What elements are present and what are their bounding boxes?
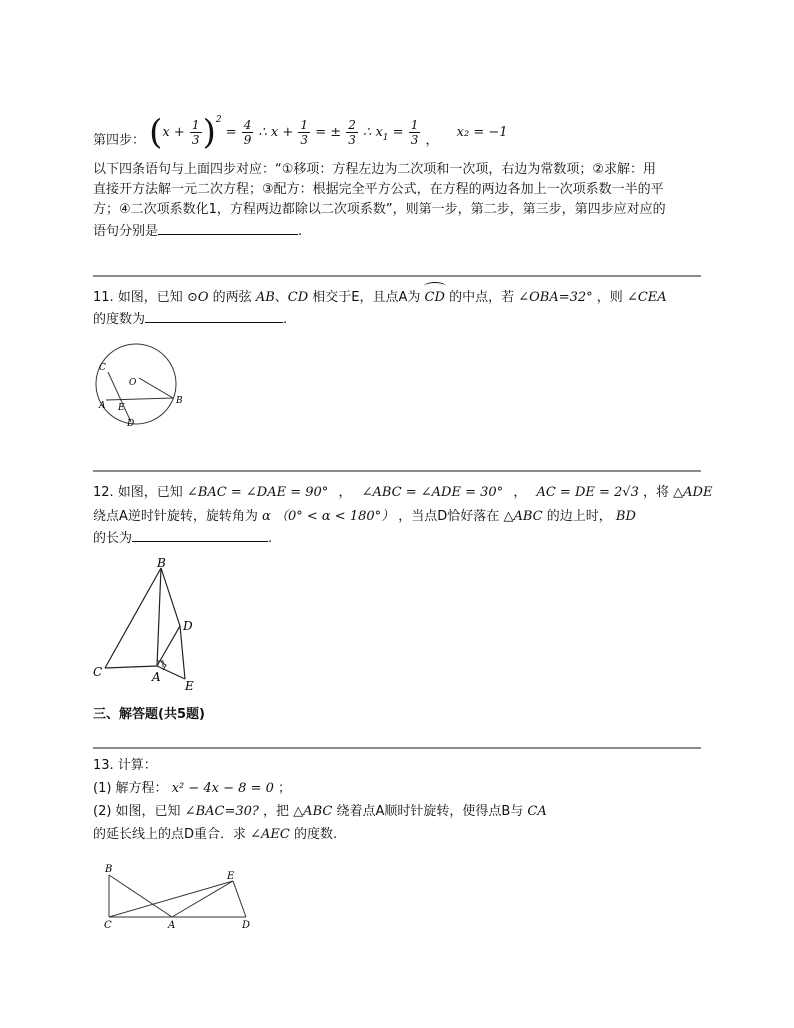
segment-ce <box>109 881 233 917</box>
segment-ba <box>157 568 161 666</box>
label-d: D <box>242 920 251 931</box>
figure-q13-rotation <box>98 860 258 935</box>
figure-q12-triangles <box>88 558 208 693</box>
label-a: A <box>99 401 106 411</box>
chord-ab <box>106 398 173 400</box>
segment-ae <box>157 666 185 679</box>
label-c: C <box>93 665 103 679</box>
segment-ba <box>109 875 172 917</box>
label-b: B <box>157 558 166 570</box>
question-11: 11. 如图，已知 ⊙O 的两弦 AB、CD 相交于E，且点A为 CD 的中点，若 ∠OBA=32° ，则 ∠CEA 的度数为 . <box>93 290 667 327</box>
instruction-paragraph <box>93 160 705 242</box>
label-d: D <box>183 619 193 633</box>
section-3-title: 三、解答题(共5题) <box>93 707 205 722</box>
segment-bc <box>105 568 161 668</box>
question-13: 13. 计算： (1) 解方程： x² − 4x − 8 = 0 ； (2) 如图，已知 ∠BAC=30? ，把 △ABC 绕着点A顺时针旋转，使得点B与 CA 的延长线上的点D重合．求 ∠AEC 的度数. <box>93 758 547 842</box>
label-d: D <box>127 419 135 429</box>
segment-ad <box>157 626 180 666</box>
step4-math: (x + $\frac{1}{3}$ )$^2$ = $\frac{4}{9}$ ∴ x + $\frac{1}{3}$ = ± $\frac{2}{3}$ ∴ $x_1$ = $\frac{1}{3}$ <box>149 112 419 153</box>
paragraph-line-4: 语句分别是 . <box>93 220 705 242</box>
paragraph-line-2: 直接开方法解一元二次方程；③配方：根据完全平方公式，在方程的两边各加上一次项系数一半的平 <box>93 182 664 197</box>
segment-ca <box>105 666 157 668</box>
step4-label: 第四步： <box>93 133 146 148</box>
step4-equation: 第四步： (x + $\frac{1}{3}$ )$^2$ = $\frac{4}{9}$ ∴ x + $\frac{1}{3}$ = ± $\frac{2}{3}$ ∴ $x_1$ = $\frac{1}{3}$ ， x₂ = −1 <box>93 112 508 153</box>
chord-cd <box>108 372 131 422</box>
divider-2 <box>93 470 701 472</box>
label-e: E <box>185 679 194 693</box>
label-b: B <box>105 864 113 875</box>
label-c: C <box>104 920 112 931</box>
segment-ob <box>139 378 173 398</box>
segment-bd <box>161 568 180 626</box>
answer-blank-12[interactable] <box>132 527 268 542</box>
answer-blank-11[interactable] <box>145 308 283 323</box>
divider-3 <box>93 747 701 749</box>
divider-1 <box>93 275 701 277</box>
label-e: E <box>227 871 235 882</box>
segment-ed <box>233 881 246 917</box>
label-b: B <box>176 396 183 406</box>
label-o: O <box>129 378 137 388</box>
answer-blank-10[interactable] <box>158 220 298 235</box>
arc-cd: CD <box>425 288 445 308</box>
segment-ae <box>172 881 233 917</box>
label-a: A <box>152 670 161 684</box>
label-a: A <box>168 920 176 931</box>
paragraph-line-1: 以下四条语句与上面四步对应：“①移项：方程左边为二次项和一次项，右边为常数项；②求解：用 <box>93 162 657 177</box>
question-12: 12. 如图，已知 ∠BAC = ∠DAE = 90° ， ∠ABC = ∠ADE = 30° ， AC = DE = 2√3 ，将 △ADE 绕点A逆时针旋转，旋转角为 α （0° < α < 180°） ，当点D恰好落在 △ABC 的边上时， BD 的长为 . <box>93 485 713 546</box>
paragraph-line-3: 方；④二次项系数化1，方程两边都除以二次项系数”，则第一步，第二步，第三步，第四步应对应的 <box>93 202 666 217</box>
label-c: C <box>99 363 106 373</box>
label-e: E <box>118 403 125 413</box>
figure-q11-circle <box>90 338 190 433</box>
segment-de <box>180 626 185 679</box>
